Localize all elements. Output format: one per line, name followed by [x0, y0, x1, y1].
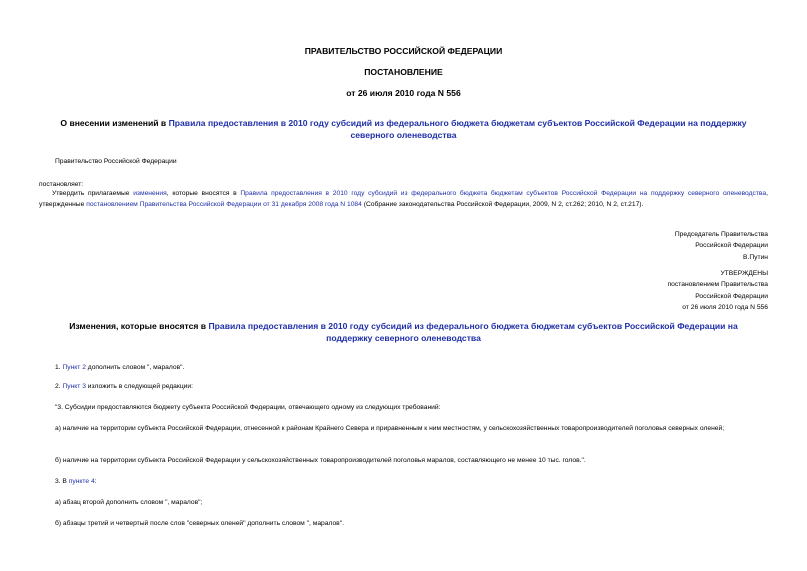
- preamble-text: Утвердить прилагаемые: [52, 190, 134, 197]
- preamble-text: (Собрание законодательства Российской Федерации, 2009, N 2, ст.262; 2010, N 2, ст.217).: [361, 201, 644, 209]
- signature-line: Председатель Правительства: [674, 231, 768, 238]
- point-3-link[interactable]: Пункт 3: [62, 383, 86, 390]
- quoted-point-3: "3. Субсидии предоставляются бюджету субъекта Российской Федерации, отвечающего одному из следующих требований:: [55, 404, 441, 411]
- item-text: дополнить словом ", маралов".: [85, 364, 185, 371]
- point-2-link[interactable]: Пункт 2: [62, 364, 86, 371]
- item-3-subitem-b: б) абзацы третий и четвертый после слов "северных оленей" дополнить словом ", маралов".: [55, 520, 344, 527]
- approval-line: от 26 июля 2010 года N 556: [682, 303, 768, 311]
- approval-line: постановлением Правительства: [667, 281, 768, 289]
- approval-line: УТВЕРЖДЕНЫ: [720, 270, 768, 277]
- preamble-text: , утвержденные: [39, 190, 768, 209]
- item-text: изложить в следующей редакции:: [85, 383, 193, 390]
- government-heading: ПРАВИТЕЛЬСТВО РОССИЙСКОЙ ФЕДЕРАЦИИ: [304, 46, 503, 56]
- item-number: 3. В: [55, 478, 69, 485]
- changes-title: [45, 320, 762, 344]
- signature-name: В.Путин: [743, 253, 768, 261]
- approval-block: [500, 268, 768, 313]
- changes-title-rules-link[interactable]: Правила предоставления в 2010 году субсидий из федерального бюджета бюджетам субъектов Российской Федерации на поддержку северного оленеводства: [208, 321, 738, 343]
- item-number: 2.: [55, 383, 63, 390]
- preamble-subject: Правительство Российской Федерации: [55, 158, 177, 165]
- preamble-resolves: постановляет:: [39, 181, 84, 188]
- preamble-paragraph: [39, 188, 768, 211]
- title-prefix: О внесении изменений в: [60, 118, 169, 128]
- subitem-b: б) наличие на территории субъекта Российской Федерации у сельскохозяйственных товаропроизводителей поголовья маралов, составляющего не менее 10 тыс. голов.".: [55, 457, 586, 464]
- document-date-number: от 26 июля 2010 года N 556: [346, 88, 461, 98]
- changes-title-prefix: Изменения, которые вносятся в: [69, 321, 209, 331]
- resolution-1084-link[interactable]: постановлением Правительства Российской Федерации от 31 декабря 2008 года N 1084: [86, 201, 362, 209]
- item-text: :: [94, 478, 97, 485]
- rules-link[interactable]: Правила предоставления в 2010 году субсидий из федерального бюджета бюджетам субъектов Российской Федерации на поддержку северного оленеводства: [240, 190, 767, 197]
- signature-line: Российской Федерации: [695, 242, 768, 250]
- document-title: [45, 117, 762, 141]
- preamble-text: , которые вносятся в: [166, 190, 241, 197]
- item-3-subitem-a: а) абзац второй дополнить словом ", маралов";: [55, 499, 203, 506]
- changes-link[interactable]: изменения: [133, 190, 167, 197]
- item-2: [55, 381, 193, 392]
- approval-line: Российской Федерации: [695, 292, 768, 300]
- subitem-a: а) наличие на территории субъекта Российской Федерации, отнесенной к районам Крайнего Севера и приравненным к ним местностям, у сельскохозяйственных товаропроизводителей поголовья северных оленей;: [55, 425, 725, 432]
- item-3: [55, 476, 97, 487]
- title-rules-link[interactable]: Правила предоставления в 2010 году субсидий из федерального бюджета бюджетам субъектов Российской Федерации на поддержку северного оленеводства: [168, 118, 747, 140]
- document-type-heading: ПОСТАНОВЛЕНИЕ: [364, 67, 443, 77]
- point-4-link[interactable]: пункте 4: [68, 478, 95, 485]
- item-1: [55, 362, 184, 373]
- item-number: 1.: [55, 364, 63, 371]
- signature-block: [500, 229, 768, 263]
